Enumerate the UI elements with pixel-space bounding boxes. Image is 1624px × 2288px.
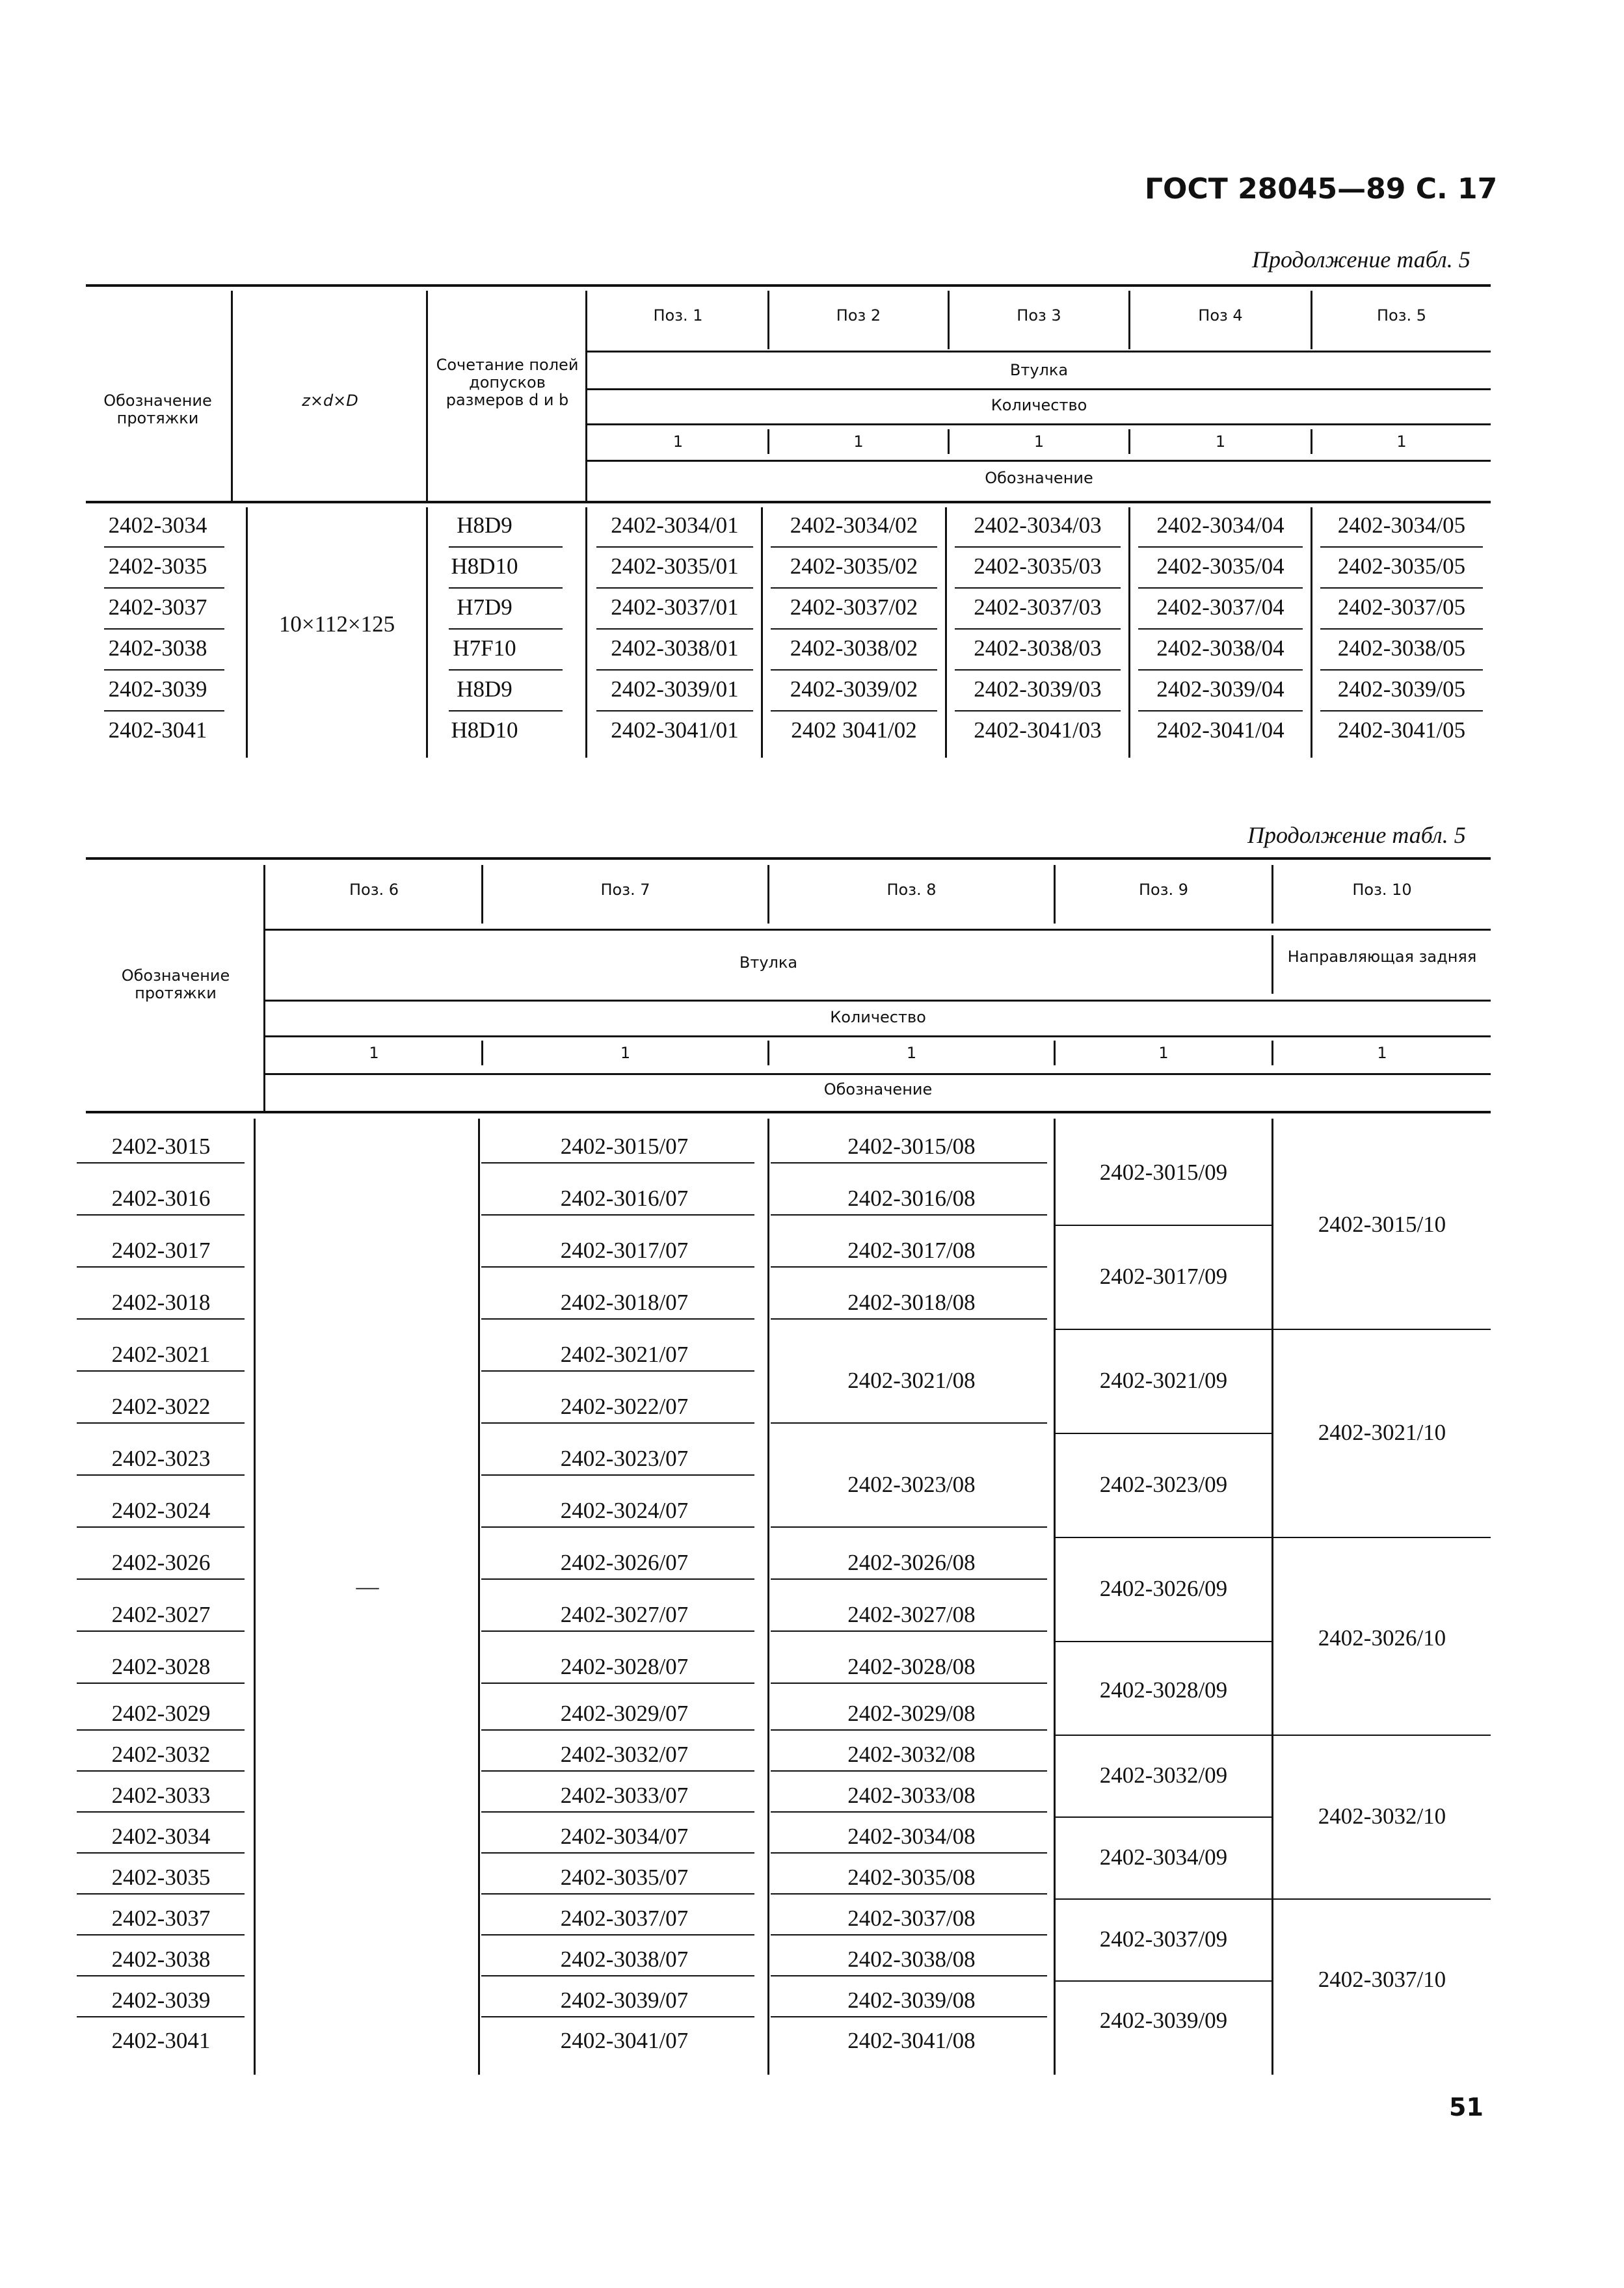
- table2-qty-8: 1: [906, 1044, 917, 1062]
- table1-row-cell: 2402-3037/05: [1337, 594, 1466, 620]
- table2-row-name: 2402-3033: [111, 1783, 211, 1808]
- table1-row-cell: 2402-3037/01: [611, 594, 739, 620]
- table2-row-rule: [481, 1578, 754, 1580]
- table2-row-rule: [771, 1893, 1047, 1895]
- table2-row-name: 2402-3038: [111, 1947, 211, 1972]
- table2-row-rule: [481, 1934, 754, 1935]
- table1-row-rule: [596, 710, 753, 712]
- table2-pos7-cell: 2402-3038/07: [560, 1947, 689, 1972]
- table2-row-rule: [1054, 1433, 1273, 1434]
- table2-row-rule: [77, 1422, 245, 1424]
- table2-pos8-cell: 2402-3026/08: [847, 1550, 976, 1575]
- table2-row-rule: [77, 1318, 245, 1320]
- table2-row-rule: [77, 1578, 245, 1580]
- table1-row-rule: [771, 587, 937, 589]
- table2-pos9-cell: 2402-3034/09: [1099, 1844, 1228, 1870]
- table2-row-rule: [1054, 1816, 1273, 1818]
- table1-row-cell: 2402-3034/04: [1156, 512, 1285, 538]
- table1-row-rule: [104, 710, 224, 712]
- table2-pos8-cell: 2402-3032/08: [847, 1742, 976, 1767]
- table2-row-name: 2402-3041: [111, 2028, 211, 2053]
- table2-row-name: 2402-3034: [111, 1824, 211, 1849]
- table2-pos9-cell: 2402-3026/09: [1099, 1576, 1228, 1601]
- table2-row-rule: [771, 1318, 1047, 1320]
- table2-pos7-cell: 2402-3016/07: [560, 1186, 689, 1211]
- table1-qty-3: 1: [1033, 432, 1045, 451]
- table2-pos8-cell: 2402-3038/08: [847, 1947, 976, 1972]
- table2-row-rule: [481, 1683, 754, 1684]
- table2-pos-9: Поз. 9: [1138, 881, 1189, 899]
- table2-pos7-cell: 2402-3035/07: [560, 1865, 689, 1890]
- table2-pos10-cell: 2402-3037/10: [1318, 1967, 1446, 1992]
- table1-row-rule: [955, 669, 1121, 671]
- table2-pos8-cell: 2402-3035/08: [847, 1865, 976, 1890]
- table1-row-tolerance: H7D9: [457, 594, 512, 620]
- table1-row-cell: 2402-3039/05: [1337, 676, 1466, 702]
- table2-pos-10: Поз. 10: [1352, 881, 1412, 899]
- table1-row-cell: 2402-3041/04: [1156, 717, 1285, 743]
- table1-part: Втулка: [1009, 361, 1069, 379]
- table1-row-rule: [104, 587, 224, 589]
- table2-row-rule: [1271, 1735, 1491, 1736]
- table2-pos9-cell: 2402-3032/09: [1099, 1762, 1228, 1788]
- table1-qty-2: 1: [853, 432, 864, 451]
- table2-row-rule: [1054, 1641, 1273, 1642]
- table1-row-cell: 2402-3034/03: [974, 512, 1102, 538]
- table2-row-rule: [481, 1162, 754, 1164]
- table2-row-rule: [1054, 1537, 1273, 1538]
- page-title: ГОСТ 28045—89 С. 17: [1145, 172, 1498, 206]
- table1-row-cell: 2402-3035/05: [1337, 553, 1466, 579]
- table1-row-rule: [449, 628, 563, 630]
- table1-row-rule: [955, 628, 1121, 630]
- table1-row-rule: [955, 710, 1121, 712]
- table2-pos7-cell: 2402-3024/07: [560, 1498, 689, 1523]
- table1-qty-5: 1: [1396, 432, 1407, 451]
- table1-row-rule: [1138, 669, 1303, 671]
- table2-row-name: 2402-3037: [111, 1906, 211, 1931]
- table1-row-rule: [1320, 587, 1483, 589]
- table2-row-name: 2402-3023: [111, 1446, 211, 1471]
- table2-row-rule: [481, 1370, 754, 1372]
- table2-pos7-cell: 2402-3037/07: [560, 1906, 689, 1931]
- table2-row-name: 2402-3035: [111, 1865, 211, 1890]
- table1-row-tolerance: H8D9: [457, 676, 512, 702]
- table2-row-rule: [771, 1852, 1047, 1854]
- table1-qty-1: 1: [672, 432, 684, 451]
- table2-pos7-cell: 2402-3032/07: [560, 1742, 689, 1767]
- table2-row-name: 2402-3028: [111, 1654, 211, 1679]
- table1-row-cell: 2402 3041/02: [791, 717, 917, 743]
- table1-row-tolerance: H8D9: [457, 512, 512, 538]
- table2-part-10: Направляющая задняя: [1287, 948, 1477, 966]
- table2-row-rule: [481, 1852, 754, 1854]
- table2-pos8-cell: 2402-3033/08: [847, 1783, 976, 1808]
- table1-row-rule: [596, 587, 753, 589]
- table2-row-name: 2402-3017: [111, 1238, 211, 1263]
- table2-pos9-cell: 2402-3037/09: [1099, 1926, 1228, 1952]
- table2-pos8-cell: 2402-3018/08: [847, 1290, 976, 1315]
- table2-row-rule: [771, 1683, 1047, 1684]
- table2-row-rule: [771, 1162, 1047, 1164]
- table1-row-cell: 2402-3038/04: [1156, 635, 1285, 661]
- table2-row-rule: [77, 1975, 245, 1976]
- table2-pos9-cell: 2402-3039/09: [1099, 2008, 1228, 2033]
- table1-row-rule: [771, 628, 937, 630]
- table1-row-cell: 2402-3034/01: [611, 512, 739, 538]
- table2-pos7-cell: 2402-3026/07: [560, 1550, 689, 1575]
- table1-header-tolerance: Сочетание полей допусков размеров d и b: [436, 356, 579, 409]
- table2-pos10-cell: 2402-3021/10: [1318, 1420, 1446, 1445]
- table1-pos-2: Поз 2: [836, 306, 881, 325]
- table1-row-cell: 2402-3035/02: [790, 553, 918, 579]
- table2-row-rule: [77, 1934, 245, 1935]
- table1-row-cell: 2402-3034/05: [1337, 512, 1466, 538]
- table2-row-rule: [1054, 1329, 1273, 1330]
- table1-row-cell: 2402-3041/01: [611, 717, 739, 743]
- table2-qty-6: 1: [369, 1044, 379, 1062]
- table1-row-rule: [449, 669, 563, 671]
- table1-row-cell: 2402-3035/03: [974, 553, 1102, 579]
- table1-row-name: 2402-3039: [108, 676, 207, 702]
- table2-row-rule: [481, 1214, 754, 1216]
- table2-row-name: 2402-3021: [111, 1342, 211, 1367]
- table2-row-rule: [77, 1214, 245, 1216]
- table1-row-name: 2402-3035: [108, 553, 207, 579]
- table2-row-name: 2402-3032: [111, 1742, 211, 1767]
- table2-row-rule: [1271, 1329, 1491, 1330]
- table1-pos-5: Поз. 5: [1376, 306, 1427, 325]
- table2-row-rule: [77, 1811, 245, 1813]
- table1-row-cell: 2402-3039/04: [1156, 676, 1285, 702]
- table2-pos9-cell: 2402-3017/09: [1099, 1264, 1228, 1289]
- table2-pos8-cell: 2402-3041/08: [847, 2028, 976, 2053]
- table2-header-designation: Обозначение протяжки: [121, 966, 230, 1002]
- table1-pos-1: Поз. 1: [653, 306, 703, 325]
- table2-row-name: 2402-3024: [111, 1498, 211, 1523]
- table1-row-rule: [1320, 669, 1483, 671]
- table1-pos-4: Поз 4: [1198, 306, 1243, 325]
- table2-pos8-cell: 2402-3015/08: [847, 1134, 976, 1159]
- table2-row-rule: [771, 1526, 1047, 1528]
- page-number: 51: [1449, 2093, 1484, 2122]
- table1-row-tolerance: H7F10: [453, 635, 516, 661]
- table1-row-rule: [1138, 710, 1303, 712]
- table2-row-rule: [481, 1893, 754, 1895]
- table2-pos8-cell: 2402-3016/08: [847, 1186, 976, 1211]
- table1-row-rule: [596, 628, 753, 630]
- table2-pos7-cell: 2402-3017/07: [560, 1238, 689, 1263]
- table2-pos7-cell: 2402-3015/07: [560, 1134, 689, 1159]
- table1-row-rule: [104, 546, 224, 548]
- table2-pos7-cell: 2402-3041/07: [560, 2028, 689, 2053]
- table2-pos-8: Поз. 8: [886, 881, 937, 899]
- table2-row-name: 2402-3027: [111, 1602, 211, 1627]
- table1-zdD-value: 10×112×125: [278, 611, 395, 637]
- table2-pos-6: Поз. 6: [349, 881, 399, 899]
- table2-row-name: 2402-3029: [111, 1701, 211, 1726]
- table2-continuation: Продолжение табл. 5: [1247, 822, 1466, 848]
- table2-row-rule: [771, 1729, 1047, 1731]
- table1-row-name: 2402-3034: [108, 512, 207, 538]
- table2-pos8-cell: 2402-3017/08: [847, 1238, 976, 1263]
- table1-row-rule: [771, 669, 937, 671]
- table1-row-cell: 2402-3039/02: [790, 676, 918, 702]
- table2-pos9-cell: 2402-3028/09: [1099, 1677, 1228, 1703]
- table2-row-rule: [481, 1770, 754, 1772]
- table2-row-rule: [771, 1422, 1047, 1424]
- table2-pos7-cell: 2402-3018/07: [560, 1290, 689, 1315]
- table1-row-rule: [955, 546, 1121, 548]
- table2-pos10-cell: 2402-3032/10: [1318, 1803, 1446, 1829]
- table1-pos-3: Поз 3: [1017, 306, 1061, 325]
- table1-row-cell: 2402-3039/03: [974, 676, 1102, 702]
- table1-header-zdD: z×d×D: [302, 392, 358, 410]
- table2-row-rule: [771, 1770, 1047, 1772]
- table1-row-cell: 2402-3038/03: [974, 635, 1102, 661]
- table1-row-rule: [1138, 587, 1303, 589]
- table1-row-rule: [596, 669, 753, 671]
- table2-row-rule: [771, 1934, 1047, 1935]
- table2-pos7-cell: 2402-3039/07: [560, 1988, 689, 2013]
- table2-row-rule: [481, 1630, 754, 1632]
- table1-qty-4: 1: [1215, 432, 1226, 451]
- table1-row-tolerance: H8D10: [451, 717, 518, 743]
- table2-row-rule: [77, 1162, 245, 1164]
- table2-row-rule: [77, 1770, 245, 1772]
- table2-pos7-cell: 2402-3027/07: [560, 1602, 689, 1627]
- table1-row-cell: 2402-3038/01: [611, 635, 739, 661]
- table1-row-rule: [771, 546, 937, 548]
- table2-row-rule: [771, 1266, 1047, 1268]
- table2-row-name: 2402-3039: [111, 1988, 211, 2013]
- table2-row-name: 2402-3015: [111, 1134, 211, 1159]
- table1-row-cell: 2402-3038/02: [790, 635, 918, 661]
- table1-row-cell: 2402-3037/04: [1156, 594, 1285, 620]
- table1-row-rule: [1320, 546, 1483, 548]
- table2-qty-10: 1: [1377, 1044, 1387, 1062]
- table1-row-cell: 2402-3035/01: [611, 553, 739, 579]
- table1-row-name: 2402-3037: [108, 594, 207, 620]
- table2-pos8-cell: 2402-3034/08: [847, 1824, 976, 1849]
- table2-row-rule: [481, 1318, 754, 1320]
- table1-row-tolerance: H8D10: [451, 553, 518, 579]
- table1-row-name: 2402-3041: [108, 717, 207, 743]
- table1-row-rule: [104, 669, 224, 671]
- table2-row-name: 2402-3016: [111, 1186, 211, 1211]
- table1-header-designation: Обозначение протяжки: [103, 392, 212, 427]
- table2-pos8-cell: 2402-3039/08: [847, 1988, 976, 2013]
- table1-designation-label: Обозначение: [985, 469, 1093, 487]
- table1-row-rule: [771, 710, 937, 712]
- table2-row-rule: [771, 1630, 1047, 1632]
- table2-row-rule: [1054, 1735, 1273, 1736]
- table2-pos7-cell: 2402-3022/07: [560, 1394, 689, 1419]
- table1-row-rule: [955, 587, 1121, 589]
- table2-row-rule: [771, 1214, 1047, 1216]
- table2-pos10-cell: 2402-3026/10: [1318, 1625, 1446, 1651]
- table1-quantity-label: Количество: [991, 396, 1087, 414]
- table2-row-rule: [1054, 1225, 1273, 1226]
- table1-row-cell: 2402-3039/01: [611, 676, 739, 702]
- table2-row-rule: [481, 1474, 754, 1476]
- table2-row-name: 2402-3026: [111, 1550, 211, 1575]
- table2-row-rule: [77, 1526, 245, 1528]
- table2-pos-7: Поз. 7: [600, 881, 650, 899]
- table1-row-rule: [449, 546, 563, 548]
- table2-row-rule: [77, 1630, 245, 1632]
- table1-row-rule: [596, 546, 753, 548]
- table2-row-rule: [1271, 1537, 1491, 1538]
- table1-row-cell: 2402-3035/04: [1156, 553, 1285, 579]
- table2-row-rule: [77, 1852, 245, 1854]
- table2-row-rule: [771, 2016, 1047, 2017]
- table2-pos8-cell: 2402-3028/08: [847, 1654, 976, 1679]
- table2-row-rule: [77, 1266, 245, 1268]
- table2-row-rule: [481, 1266, 754, 1268]
- table2-row-rule: [1054, 1980, 1273, 1982]
- table2-row-rule: [1054, 1898, 1273, 1900]
- table2-qty-7: 1: [620, 1044, 631, 1062]
- table2-pos7-cell: 2402-3034/07: [560, 1824, 689, 1849]
- table2-pos8-cell: 2402-3023/08: [847, 1472, 976, 1497]
- table2-row-rule: [481, 1975, 754, 1976]
- table2-pos9-cell: 2402-3021/09: [1099, 1368, 1228, 1393]
- table2-row-rule: [481, 1811, 754, 1813]
- table2-pos7-cell: 2402-3029/07: [560, 1701, 689, 1726]
- table1-row-rule: [1320, 710, 1483, 712]
- table1-row-rule: [104, 628, 224, 630]
- table1-row-rule: [1138, 628, 1303, 630]
- table2-pos10-cell: 2402-3015/10: [1318, 1212, 1446, 1237]
- table2-pos7-cell: 2402-3028/07: [560, 1654, 689, 1679]
- table2-row-name: 2402-3018: [111, 1290, 211, 1315]
- table2-row-rule: [771, 1975, 1047, 1976]
- table2-pos7-cell: 2402-3023/07: [560, 1446, 689, 1471]
- table2-pos7-cell: 2402-3021/07: [560, 1342, 689, 1367]
- table2-designation-label: Обозначение: [823, 1080, 933, 1098]
- table1-row-name: 2402-3038: [108, 635, 207, 661]
- table2-row-name: 2402-3022: [111, 1394, 211, 1419]
- table2-pos7-cell: 2402-3033/07: [560, 1783, 689, 1808]
- table2-quantity-label: Количество: [830, 1008, 926, 1026]
- table2-row-rule: [771, 1811, 1047, 1813]
- table2-pos8-cell: 2402-3029/08: [847, 1701, 976, 1726]
- table1-row-rule: [449, 587, 563, 589]
- table2-pos8-cell: 2402-3021/08: [847, 1368, 976, 1393]
- table2-qty-9: 1: [1158, 1044, 1169, 1062]
- table2-row-rule: [77, 2016, 245, 2017]
- table2-row-rule: [77, 1893, 245, 1895]
- table2-row-rule: [77, 1474, 245, 1476]
- table2-row-rule: [481, 1526, 754, 1528]
- table2-part: Втулка: [739, 953, 798, 972]
- table1-row-cell: 2402-3038/05: [1337, 635, 1466, 661]
- table1-row-cell: 2402-3041/05: [1337, 717, 1466, 743]
- table1-row-cell: 2402-3041/03: [974, 717, 1102, 743]
- table2-pos8-cell: 2402-3027/08: [847, 1602, 976, 1627]
- table2-row-rule: [77, 1370, 245, 1372]
- table2-row-rule: [77, 1729, 245, 1731]
- table2-pos8-cell: 2402-3037/08: [847, 1906, 976, 1931]
- table1-row-rule: [449, 710, 563, 712]
- table1-continuation: Продолжение табл. 5: [1252, 246, 1471, 273]
- table2-row-rule: [481, 2016, 754, 2017]
- table1-row-cell: 2402-3037/02: [790, 594, 918, 620]
- table2-pos9-cell: 2402-3023/09: [1099, 1472, 1228, 1497]
- table1-row-cell: 2402-3037/03: [974, 594, 1102, 620]
- table1-row-rule: [1320, 628, 1483, 630]
- table2-row-rule: [771, 1578, 1047, 1580]
- table2-row-rule: [481, 1729, 754, 1731]
- table2-row-rule: [481, 1422, 754, 1424]
- table2-row-rule: [77, 1683, 245, 1684]
- table2-pos6-value: —: [356, 1574, 379, 1599]
- table1-row-rule: [1138, 546, 1303, 548]
- table2-row-rule: [1271, 1898, 1491, 1900]
- table1-row-cell: 2402-3034/02: [790, 512, 918, 538]
- table2-pos9-cell: 2402-3015/09: [1099, 1160, 1228, 1185]
